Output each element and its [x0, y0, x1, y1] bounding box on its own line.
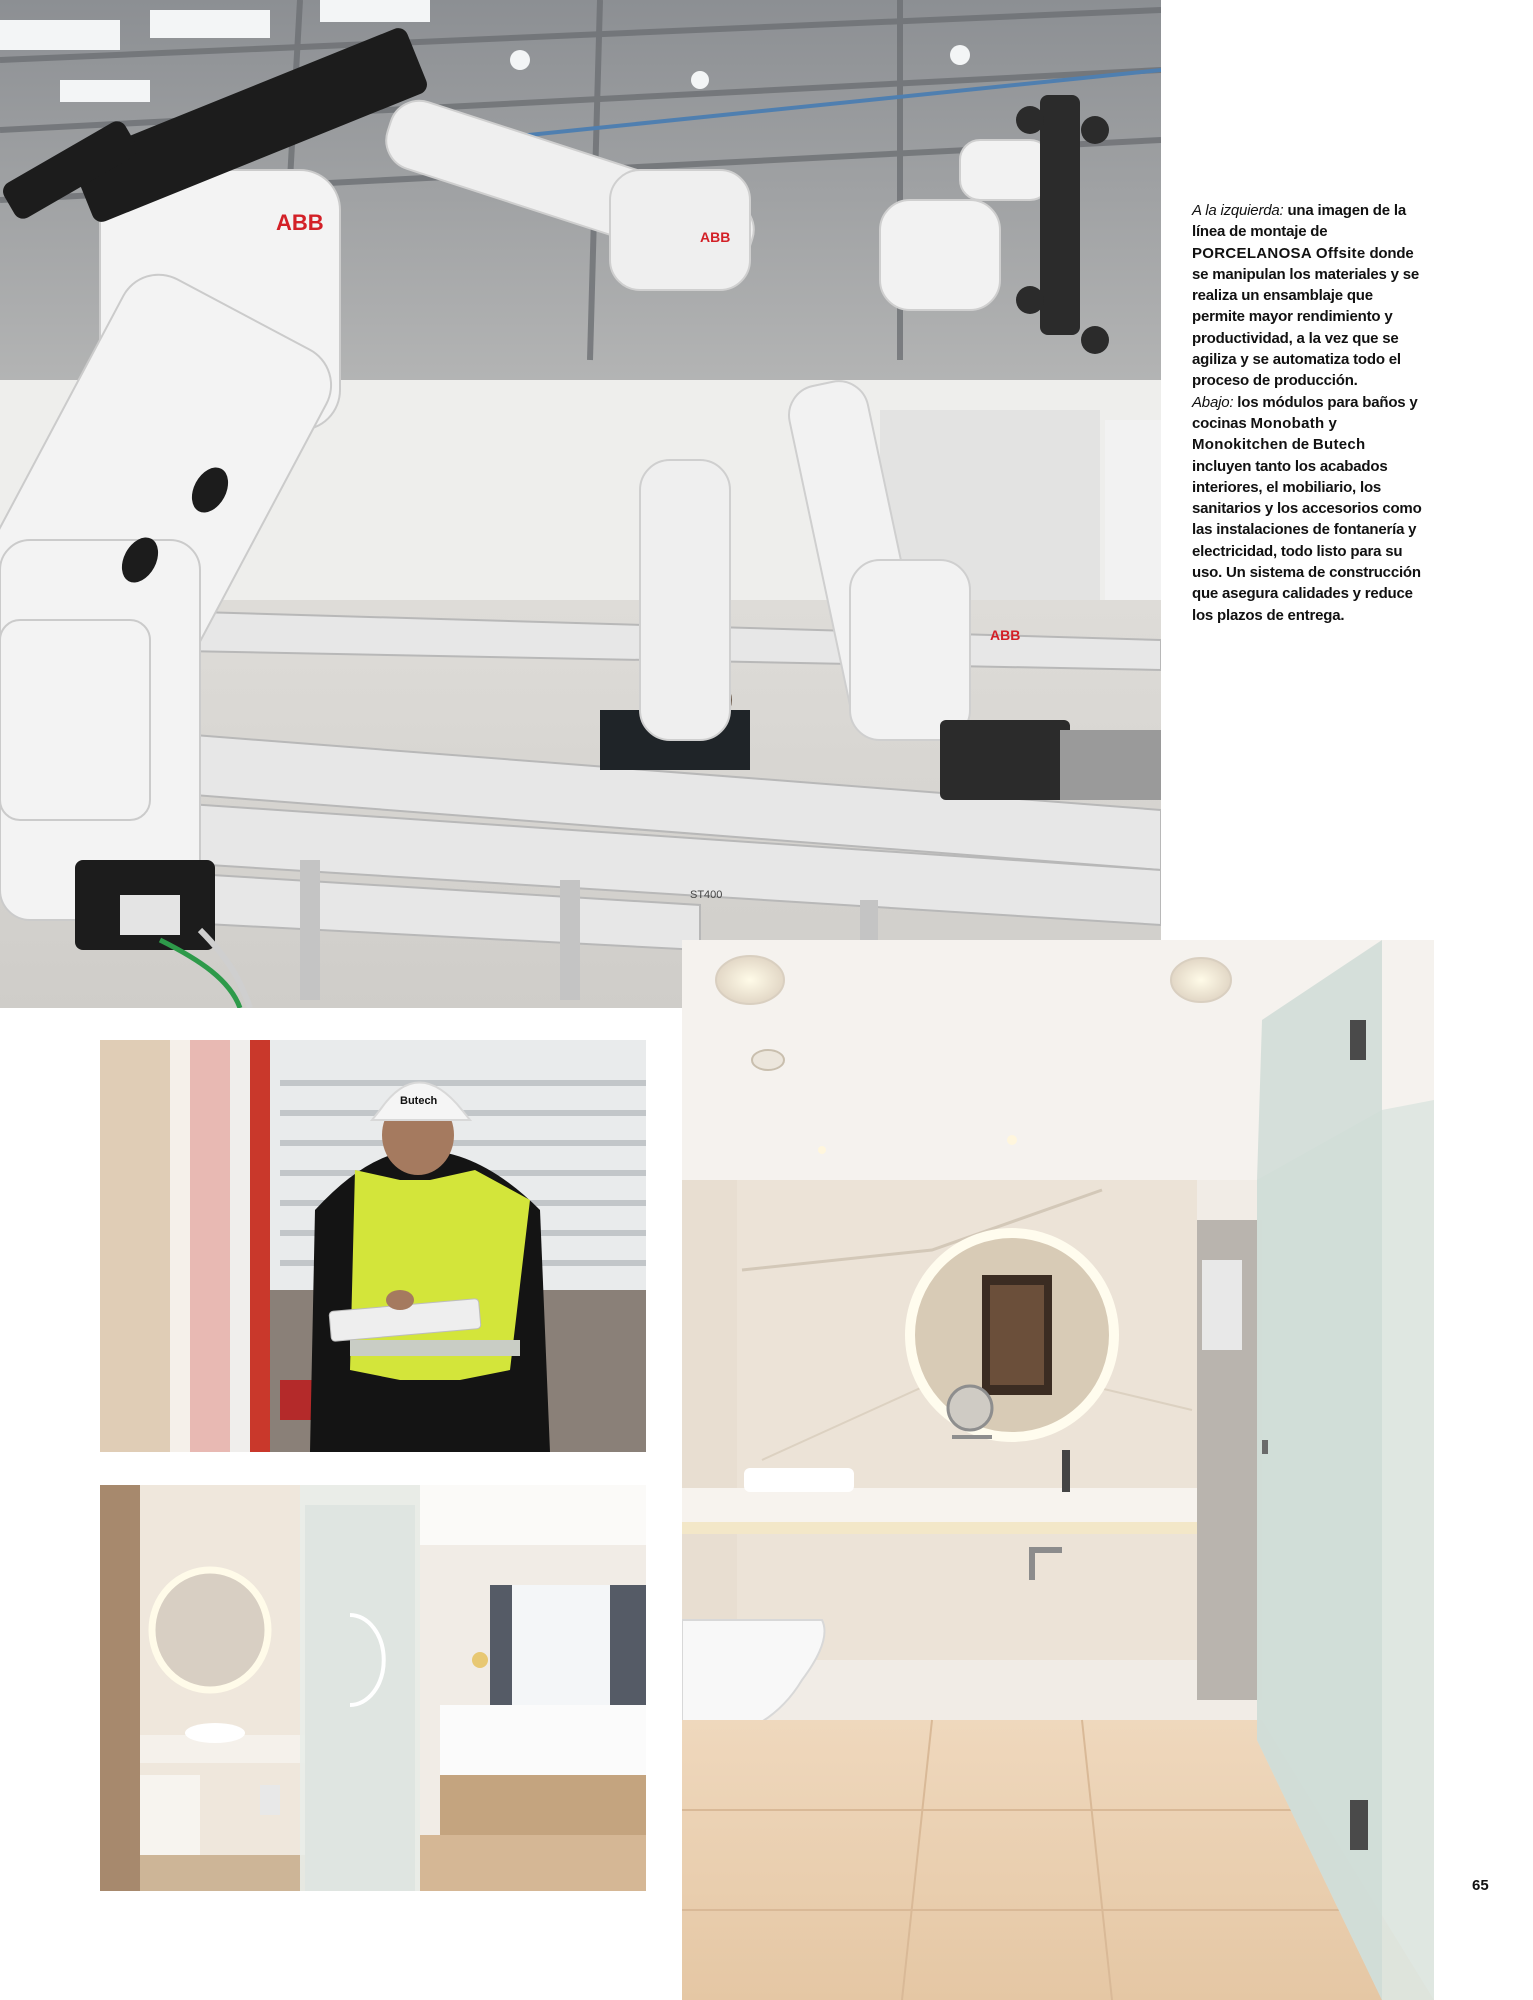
robot-logo-text-2: ABB [700, 229, 731, 245]
caption-brand: PORCELANOSA Offsite [1192, 244, 1366, 262]
photo-site-inspector [100, 1040, 646, 1452]
caption-text: donde se manipulan los materiales y se realiza un ensamblaje que permite mayor rendimiento y productividad, a la vez que se agiliza y se automatiza todo el proceso de producción. [1192, 244, 1420, 390]
robot-logo-text-3: ABB [990, 627, 1021, 643]
rail-tag-text: ST400 [690, 889, 723, 901]
photo-caption [1192, 200, 1427, 626]
caption-text: incluyen tanto los acabados interiores, el mobiliario, los sanitarios y los accesorios como las instalaciones de fontanería y electricidad, todo listo para su uso. Un sistema de construcción que asegura calidades y reduce los plazos de entrega. [1192, 457, 1422, 624]
caption-lead-below: Abajo: [1192, 393, 1234, 411]
caption-text: una imagen de la línea de montaje de [1192, 202, 1406, 241]
robot-logo-text: ABB [276, 210, 324, 235]
photo-bathroom-module [682, 940, 1434, 2000]
photo-hotel-room [100, 1485, 646, 1891]
page-number: 65 [1472, 1877, 1489, 1894]
photo-robotic-assembly-line [0, 0, 1161, 1008]
caption-text: de [1287, 436, 1313, 454]
caption-brand: Monobath [1250, 414, 1325, 432]
helmet-logo-text: Butech [400, 1095, 438, 1107]
caption-text: y [1324, 414, 1337, 432]
caption-brand: Butech [1312, 436, 1366, 454]
caption-text: los módulos para baños y cocinas [1192, 393, 1418, 432]
caption-brand: Monokitchen [1192, 436, 1288, 454]
caption-lead-left: A la izquierda: [1192, 202, 1284, 219]
